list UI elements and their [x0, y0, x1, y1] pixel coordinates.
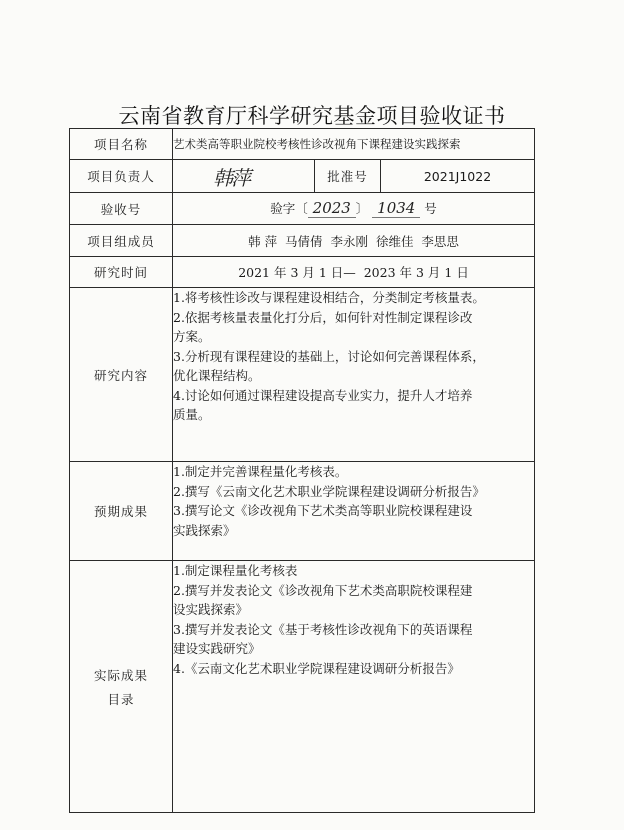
actual-content — [173, 561, 535, 813]
actual-line: 3.撰写并发表论文《基于考核性诊改视角下的英语课程 — [173, 621, 473, 637]
leader-label: 项目负责人 — [70, 160, 173, 193]
expected-content — [173, 462, 535, 561]
acceptance-value — [173, 193, 535, 225]
expected-line: 3.撰写论文《诊改视角下艺术类高等职业院校课程建设 — [173, 503, 473, 518]
row-expected — [70, 462, 535, 561]
acceptance-year: 2023 — [308, 199, 356, 218]
actual-label-line2: 目录 — [107, 691, 135, 707]
actual-label — [70, 561, 173, 813]
research-content — [173, 288, 535, 462]
actual-line: 建设实践研究》 — [173, 641, 261, 656]
acceptance-mid: 〕 — [355, 201, 369, 216]
expected-line: 实践探索》 — [173, 522, 236, 538]
actual-label-line1: 实际成果 — [93, 667, 148, 683]
period-value: 2021 年 3 月 1 日— 2023 年 3 月 1 日 — [173, 257, 535, 288]
approval-number: 2021J1022 — [381, 160, 535, 193]
research-line: 3.分析现有课程建设的基础上，讨论如何完善课程体系， — [173, 348, 485, 364]
research-line: 方案。 — [173, 329, 211, 344]
expected-label: 预期成果 — [70, 462, 173, 561]
leader-signature: 韩萍 — [213, 165, 249, 190]
acceptance-suffix: 号 — [424, 201, 437, 216]
period-label: 研究时间 — [70, 257, 173, 288]
expected-line: 1.制定并完善课程量化考核表。 — [173, 464, 348, 479]
research-line: 2.依据考核量表量化打分后，如何针对性制定课程诊改 — [173, 309, 473, 325]
row-project-name — [70, 129, 535, 160]
row-period — [70, 257, 535, 288]
actual-line: 1.制定课程量化考核表 — [173, 563, 298, 578]
project-name-value: 艺术类高等职业院校考核性诊改视角下课程建设实践探索 — [173, 129, 535, 160]
research-line: 优化课程结构。 — [173, 368, 261, 383]
row-members — [70, 225, 535, 257]
leader-signature-cell — [173, 160, 315, 193]
research-label: 研究内容 — [70, 288, 173, 462]
actual-line: 设实践探索》 — [173, 602, 249, 617]
row-actual — [70, 561, 535, 813]
research-line: 质量。 — [173, 407, 211, 422]
acceptance-number: 1034 — [372, 199, 420, 218]
actual-line: 4.《云南文化艺术职业学院课程建设调研分析报告》 — [173, 660, 460, 676]
row-leader — [70, 160, 535, 193]
expected-line: 2.撰写《云南文化艺术职业学院课程建设调研分析报告》 — [173, 483, 485, 499]
approval-label: 批准号 — [315, 160, 381, 193]
research-line: 1.将考核性诊改与课程建设相结合，分类制定考核量表。 — [173, 290, 485, 305]
members-value: 韩 萍 马倩倩 李永刚 徐维佳 李思思 — [173, 225, 535, 257]
project-name-label: 项目名称 — [70, 129, 173, 160]
acceptance-label: 验收号 — [70, 193, 173, 225]
acceptance-form — [69, 128, 535, 813]
row-acceptance — [70, 193, 535, 225]
research-line: 4.讨论如何通过课程建设提高专业实力，提升人才培养 — [173, 387, 473, 403]
document-title: 云南省教育厅科学研究基金项目验收证书 — [118, 104, 506, 128]
members-label: 项目组成员 — [70, 225, 173, 257]
actual-line: 2.撰写并发表论文《诊改视角下艺术类高职院校课程建 — [173, 582, 473, 598]
acceptance-prefix: 验字〔 — [270, 201, 308, 216]
row-research — [70, 288, 535, 462]
